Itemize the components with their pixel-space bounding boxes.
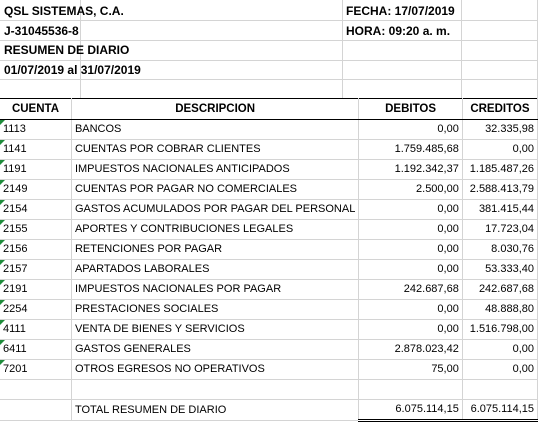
empty-cell[interactable] [0, 380, 71, 400]
cell-creditos[interactable]: 0,00 [462, 340, 537, 360]
grid-line [0, 60, 538, 61]
cell-descripcion[interactable]: GASTOS ACUMULADOS POR PAGAR DEL PERSONAL [71, 200, 358, 220]
cell-debitos[interactable]: 0,00 [359, 260, 463, 280]
cell-descripcion[interactable]: RETENCIONES POR PAGAR [71, 240, 358, 260]
report-date: FECHA: 17/07/2019 [346, 4, 455, 18]
number-as-text-indicator-icon [0, 280, 5, 285]
grid-line [342, 0, 343, 98]
cell-descripcion[interactable]: CUENTAS POR COBRAR CLIENTES [71, 140, 358, 160]
table-row [0, 140, 538, 160]
cuenta-value: 2155 [3, 223, 28, 235]
cell-cuenta[interactable] [0, 220, 71, 240]
cell-debitos[interactable]: 75,00 [359, 360, 463, 380]
cuenta-value: 2191 [3, 283, 28, 295]
total-row [0, 400, 538, 421]
cell-creditos[interactable]: 381.415,44 [462, 200, 537, 220]
cuenta-value: 6411 [3, 343, 27, 355]
cell-debitos[interactable]: 0,00 [359, 120, 463, 140]
cell-debitos[interactable]: 0,00 [359, 300, 463, 320]
cell-debitos[interactable]: 0,00 [359, 240, 463, 260]
cell-descripcion[interactable]: CUENTAS POR PAGAR NO COMERCIALES [71, 180, 358, 200]
col-header-debitos[interactable]: DEBITOS [359, 99, 463, 120]
cell-cuenta[interactable] [0, 340, 71, 360]
cuenta-value: 7201 [3, 363, 28, 375]
number-as-text-indicator-icon [0, 180, 5, 185]
total-creditos[interactable]: 6.075.114,15 [462, 400, 537, 421]
cell-creditos[interactable]: 48.888,80 [462, 300, 537, 320]
cuenta-value: 2157 [3, 263, 28, 275]
cell-descripcion[interactable]: GASTOS GENERALES [71, 340, 358, 360]
report-period: 01/07/2019 al 31/07/2019 [4, 63, 141, 77]
cell-cuenta[interactable] [0, 240, 71, 260]
cell-cuenta[interactable] [0, 180, 71, 200]
empty-cell[interactable] [71, 380, 358, 400]
cuenta-value: 1113 [3, 123, 26, 135]
empty-cell[interactable] [359, 380, 463, 400]
journal-summary-table [0, 98, 538, 422]
col-header-creditos[interactable]: CREDITOS [462, 99, 537, 120]
cell-cuenta[interactable] [0, 120, 71, 140]
company-name: QSL SISTEMAS, C.A. [4, 4, 124, 18]
number-as-text-indicator-icon [0, 360, 5, 365]
number-as-text-indicator-icon [0, 220, 5, 225]
table-row [0, 180, 538, 200]
cell-cuenta[interactable] [0, 320, 71, 340]
total-label[interactable]: TOTAL RESUMEN DE DIARIO [71, 400, 358, 421]
cell-creditos[interactable]: 32.335,98 [462, 120, 537, 140]
cell-cuenta[interactable] [0, 300, 71, 320]
report-title: RESUMEN DE DIARIO [4, 43, 130, 57]
cell-creditos[interactable]: 1.185.487,26 [462, 160, 537, 180]
grid-line [0, 20, 538, 21]
number-as-text-indicator-icon [0, 260, 5, 265]
company-rif: J-31045536-8 [4, 24, 79, 38]
cell-creditos[interactable]: 0,00 [462, 140, 537, 160]
cuenta-value: 1141 [3, 143, 27, 155]
cell-cuenta[interactable] [0, 260, 71, 280]
cell-debitos[interactable]: 1.192.342,37 [359, 160, 463, 180]
cell-creditos[interactable]: 8.030,76 [462, 240, 537, 260]
table-header-row [0, 99, 538, 120]
table-row [0, 120, 538, 140]
cuenta-value: 2254 [3, 303, 28, 315]
number-as-text-indicator-icon [0, 300, 5, 305]
number-as-text-indicator-icon [0, 320, 5, 325]
cuenta-value: 4111 [3, 323, 26, 335]
cell-debitos[interactable]: 0,00 [359, 320, 463, 340]
cell-creditos[interactable]: 1.516.798,00 [462, 320, 537, 340]
number-as-text-indicator-icon [0, 140, 5, 145]
cell-cuenta[interactable] [0, 360, 71, 380]
grid-line [0, 40, 538, 41]
cell-debitos[interactable]: 2.878.023,42 [359, 340, 463, 360]
empty-cell[interactable] [0, 400, 71, 421]
table-row [0, 300, 538, 320]
cell-creditos[interactable]: 0,00 [462, 360, 537, 380]
col-header-descripcion[interactable]: DESCRIPCION [71, 99, 358, 120]
table-row [0, 260, 538, 280]
table-row [0, 340, 538, 360]
table-row [0, 240, 538, 260]
table-row [0, 160, 538, 180]
number-as-text-indicator-icon [0, 160, 5, 165]
cell-descripcion[interactable]: BANCOS [71, 120, 358, 140]
cell-descripcion[interactable]: PRESTACIONES SOCIALES [71, 300, 358, 320]
table-row [0, 280, 538, 300]
table-row [0, 320, 538, 340]
cell-creditos[interactable]: 53.333,40 [462, 260, 537, 280]
cell-creditos[interactable]: 2.588.413,79 [462, 180, 537, 200]
cell-cuenta[interactable] [0, 140, 71, 160]
number-as-text-indicator-icon [0, 120, 5, 125]
cuenta-value: 2154 [3, 203, 28, 215]
report-time: HORA: 09:20 a. m. [346, 24, 451, 38]
table-row [0, 220, 538, 240]
cuenta-value: 2156 [3, 243, 28, 255]
cell-cuenta[interactable] [0, 160, 71, 180]
cell-debitos[interactable]: 0,00 [359, 220, 463, 240]
cell-descripcion[interactable]: IMPUESTOS NACIONALES ANTICIPADOS [71, 160, 358, 180]
cell-debitos[interactable]: 1.759.485,68 [359, 140, 463, 160]
cell-cuenta[interactable] [0, 200, 71, 220]
empty-row [0, 380, 538, 400]
cell-descripcion[interactable]: APORTES Y CONTRIBUCIONES LEGALES [71, 220, 358, 240]
cell-descripcion[interactable]: IMPUESTOS NACIONALES POR PAGAR [71, 280, 358, 300]
empty-cell[interactable] [462, 380, 537, 400]
cuenta-value: 2149 [3, 183, 28, 195]
cell-descripcion[interactable]: VENTA DE BIENES Y SERVICIOS [71, 320, 358, 340]
cell-debitos[interactable]: 2.500,00 [359, 180, 463, 200]
cell-debitos[interactable]: 0,00 [359, 200, 463, 220]
number-as-text-indicator-icon [0, 200, 5, 205]
total-debitos[interactable]: 6.075.114,15 [359, 400, 463, 421]
cell-descripcion[interactable]: OTROS EGRESOS NO OPERATIVOS [71, 360, 358, 380]
cuenta-value: 1191 [3, 163, 27, 175]
cell-descripcion[interactable]: APARTADOS LABORALES [71, 260, 358, 280]
table-row [0, 360, 538, 380]
grid-line [0, 79, 538, 80]
number-as-text-indicator-icon [0, 240, 5, 245]
col-header-cuenta[interactable]: CUENTA [0, 99, 71, 120]
table-row [0, 200, 538, 220]
cell-creditos[interactable]: 242.687,68 [462, 280, 537, 300]
number-as-text-indicator-icon [0, 340, 5, 345]
cell-debitos[interactable]: 242.687,68 [359, 280, 463, 300]
grid-line [461, 0, 462, 98]
cell-cuenta[interactable] [0, 280, 71, 300]
cell-creditos[interactable]: 17.723,04 [462, 220, 537, 240]
